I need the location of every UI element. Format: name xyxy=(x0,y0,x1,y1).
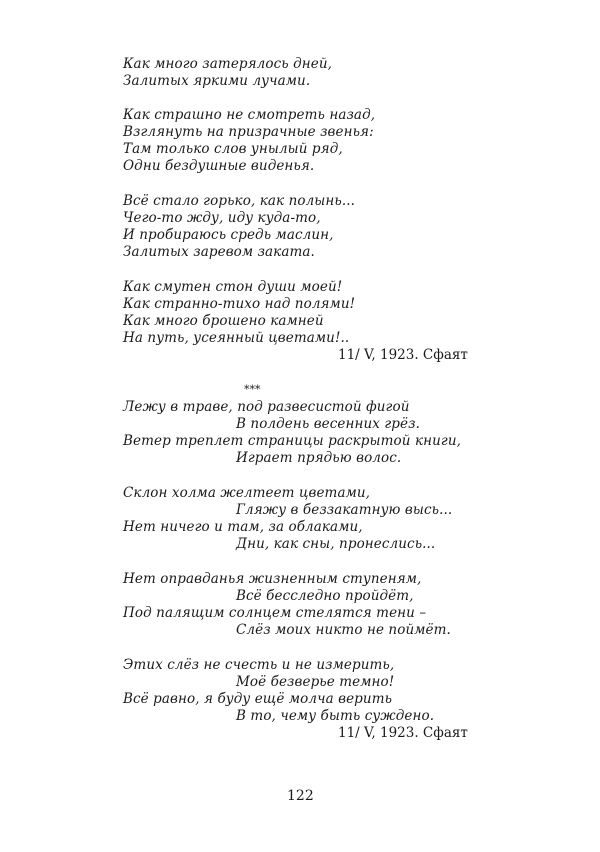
poem1-line-1: Как много затерялось дней, xyxy=(123,56,333,72)
poem2-line-14: Моё безверье темно! xyxy=(236,674,395,690)
poem1-line-3: Как страшно не смотреть назад, xyxy=(123,107,376,123)
poem1-line-13: Как много брошено камней xyxy=(123,313,324,329)
poem2-line-7: Нет ничего и там, за облаками, xyxy=(123,519,363,535)
poem2-line-16: В то, чему быть суждено. xyxy=(236,708,435,724)
page-number: 122 xyxy=(287,788,314,804)
poem2-line-12: Слёз моих никто не поймёт. xyxy=(236,622,451,638)
poem1-line-4: Взглянуть на призрачные звенья: xyxy=(123,124,374,140)
poem1-line-2: Залитых яркими лучами. xyxy=(123,73,311,89)
poem1-line-14: На путь, усеянный цветами!.. xyxy=(123,330,350,346)
poem2-line-5: Склон холма желтеет цветами, xyxy=(123,485,371,501)
poem1-line-12: Как странно-тихо над полями! xyxy=(123,296,356,312)
poem2-line-15: Всё равно, я буду ещё молча верить xyxy=(123,691,393,707)
poem2-line-4: Играет прядью волос. xyxy=(236,450,402,466)
section-separator: *** xyxy=(244,383,261,396)
poem1-line-7: Всё стало горько, как полынь... xyxy=(123,193,355,209)
poem2-line-10: Всё бесследно пройдёт, xyxy=(236,588,414,604)
poem2-signature: 11/ V, 1923. Сфаят xyxy=(338,725,468,741)
poem2-line-2: В полдень весенних грёз. xyxy=(236,416,420,432)
poem1-line-6: Одни бездушные виденья. xyxy=(123,158,315,174)
poem2-line-6: Гляжу в беззакатную высь... xyxy=(236,502,453,518)
poem2-line-8: Дни, как сны, пронеслись... xyxy=(236,536,436,552)
poem2-line-9: Нет оправданья жизненным ступеням, xyxy=(123,571,422,587)
poem1-line-11: Как смутен стон души моей! xyxy=(123,279,343,295)
poem2-line-11: Под палящим солнцем стелятся тени – xyxy=(123,605,427,621)
poem2-line-13: Этих слёз не счесть и не измерить, xyxy=(123,657,395,673)
poem1-line-5: Там только слов унылый ряд, xyxy=(123,141,343,157)
poem1-line-9: И пробираюсь средь маслин, xyxy=(123,227,334,243)
poem1-line-10: Залитых заревом заката. xyxy=(123,244,315,260)
poem2-line-3: Ветер треплет страницы раскрытой книги, xyxy=(123,433,462,449)
poem1-signature: 11/ V, 1923. Сфаят xyxy=(338,347,468,363)
poem2-line-1: Лежу в траве, под развесистой фигой xyxy=(123,399,410,415)
poem1-line-8: Чего-то жду, иду куда-то, xyxy=(123,210,321,226)
